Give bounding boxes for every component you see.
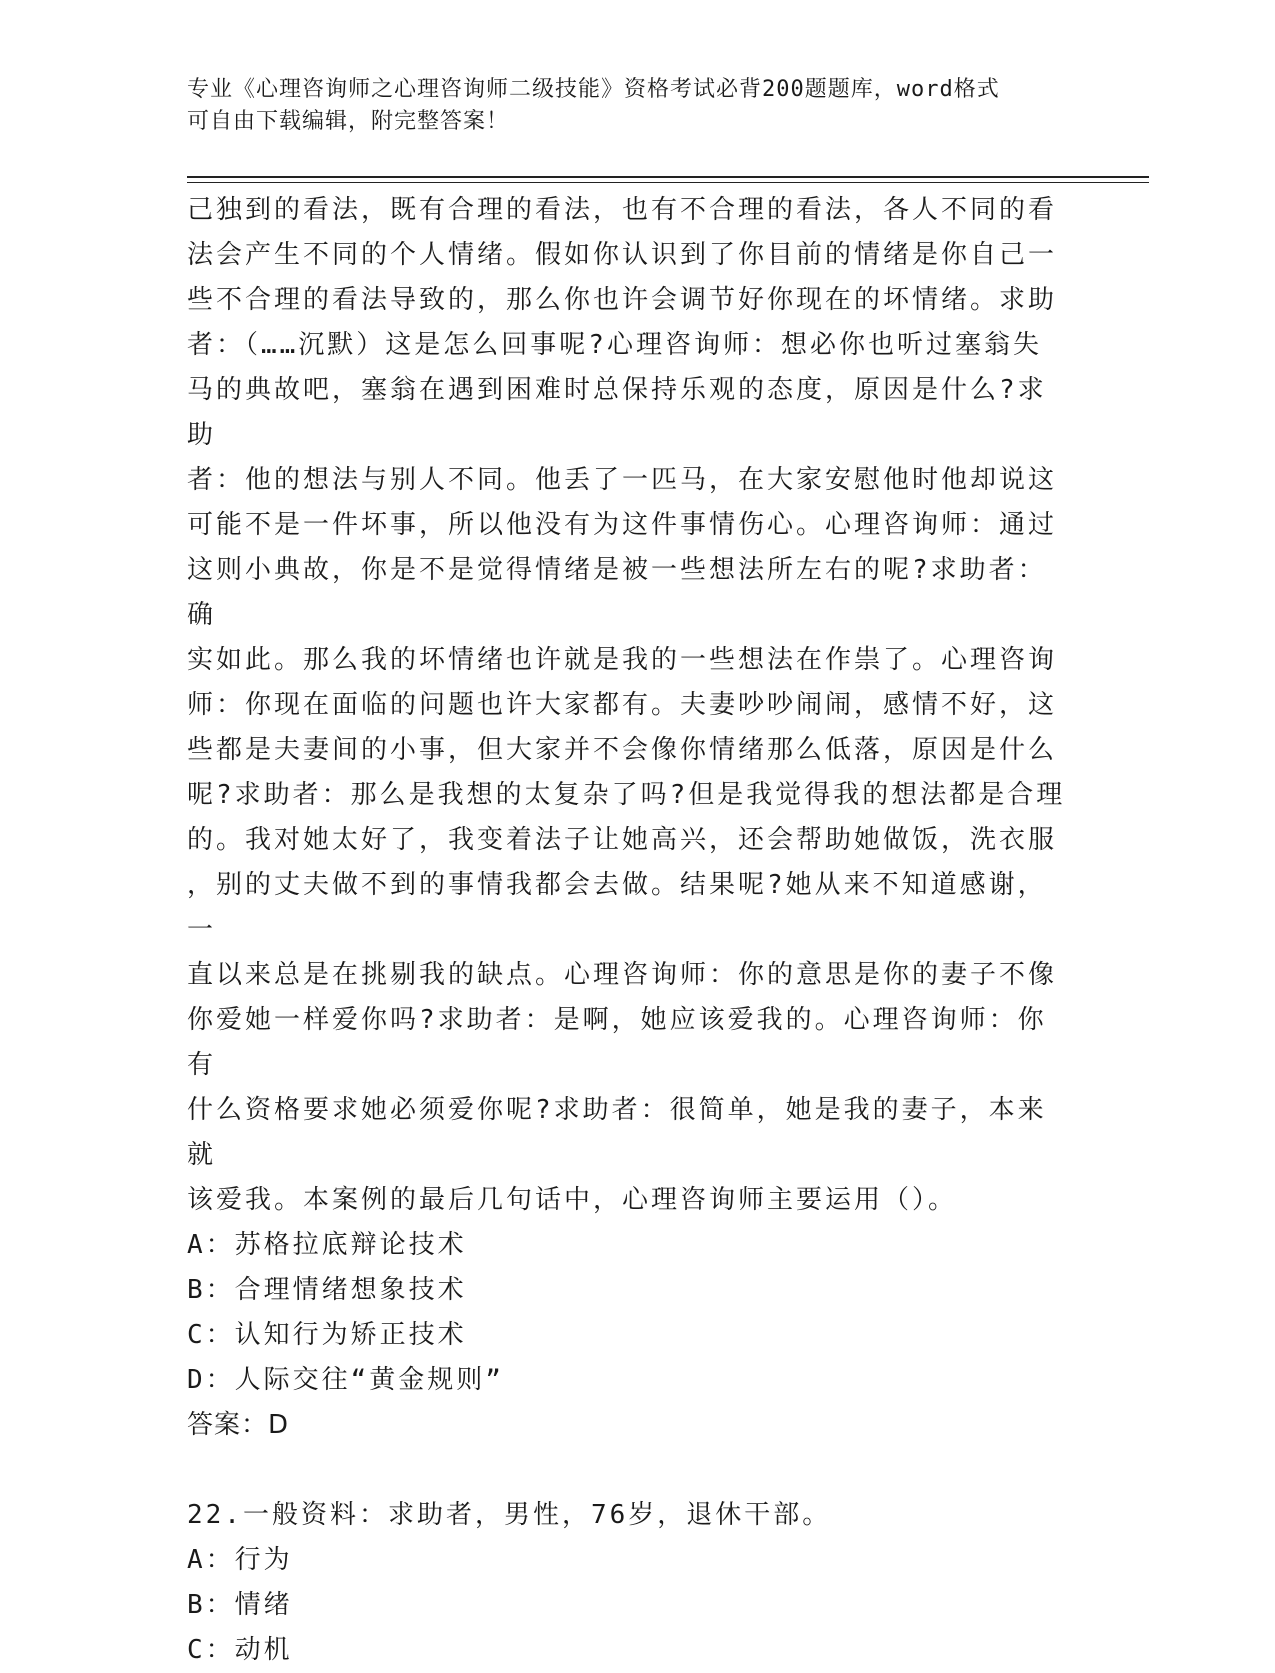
answer: 答案：D [187,1410,290,1440]
question-21-line: 些都是夫妻间的小事，但大家并不会像你情绪那么低落，原因是什么 [187,735,1058,765]
question-21-line: 直以来总是在挑剔我的缺点。心理咨询师：你的意思是你的妻子不像 [187,960,1058,990]
question-21-line: 马的典故吧，塞翁在遇到困难时总保持乐观的态度，原因是什么?求助 [187,375,1047,450]
question-21-line: 什么资格要求她必须爱你呢?求助者：很简单，她是我的妻子，本来就 [187,1095,1047,1170]
option-c: C：认知行为矫正技术 [187,1320,467,1350]
question-gap [187,1448,1067,1493]
question-21-line: 该爱我。本案例的最后几句话中，心理咨询师主要运用（）。 [187,1185,958,1215]
question-21-line: 这则小典故，你是不是觉得情绪是被一些想法所左右的呢?求助者：确 [187,555,1047,630]
header-rule-thick [187,176,1149,178]
option-d: D：人际交往“黄金规则” [187,1365,504,1395]
header-line-2: 可自由下载编辑，附完整答案！ [187,109,510,134]
document-body [187,188,1067,1673]
question-21-line: 师：你现在面临的问题也许大家都有。夫妻吵吵闹闹，感情不好，这 [187,690,1058,720]
question-21-line: 可能不是一件坏事，所以他没有为这件事情伤心。心理咨询师：通过 [187,510,1058,540]
document-header [187,74,1067,138]
question-21 [187,188,1067,1448]
question-21-line: 者：（……沉默）这是怎么回事呢?心理咨询师：想必你也听过塞翁失 [187,330,1042,360]
question-21-line: 你爱她一样爱你吗?求助者：是啊，她应该爱我的。心理咨询师：你有 [187,1005,1047,1080]
option-b: B：情绪 [187,1590,293,1620]
question-22 [187,1493,1067,1673]
question-21-line: 己独到的看法，既有合理的看法，也有不合理的看法，各人不同的看 [187,195,1058,225]
question-21-line: ，别的丈夫做不到的事情我都会去做。结果呢?她从来不知道感谢，一 [187,870,1047,945]
header-rule-thin [187,182,1149,183]
question-21-line: 法会产生不同的个人情绪。假如你认识到了你目前的情绪是你自己一 [187,240,1058,270]
option-a: A：苏格拉底辩论技术 [187,1230,467,1260]
option-b: B：合理情绪想象技术 [187,1275,467,1305]
question-21-line: 实如此。那么我的坏情绪也许就是我的一些想法在作祟了。心理咨询 [187,645,1058,675]
question-21-line: 些不合理的看法导致的，那么你也许会调节好你现在的坏情绪。求助 [187,285,1058,315]
question-21-line: 呢?求助者：那么是我想的太复杂了吗?但是我觉得我的想法都是合理 [187,780,1066,810]
question-21-line: 者：他的想法与别人不同。他丢了一匹马，在大家安慰他时他却说这 [187,465,1058,495]
option-a: A：行为 [187,1545,293,1575]
question-22-stem: 22.一般资料：求助者，男性，76岁，退休干部。 [187,1500,832,1530]
option-c: C：动机 [187,1635,293,1665]
header-line-1: 专业《心理咨询师之心理咨询师二级技能》资格考试必背200题题库，word格式 [187,77,1000,102]
question-21-line: 的。我对她太好了，我变着法子让她高兴，还会帮助她做饭，洗衣服 [187,825,1058,855]
